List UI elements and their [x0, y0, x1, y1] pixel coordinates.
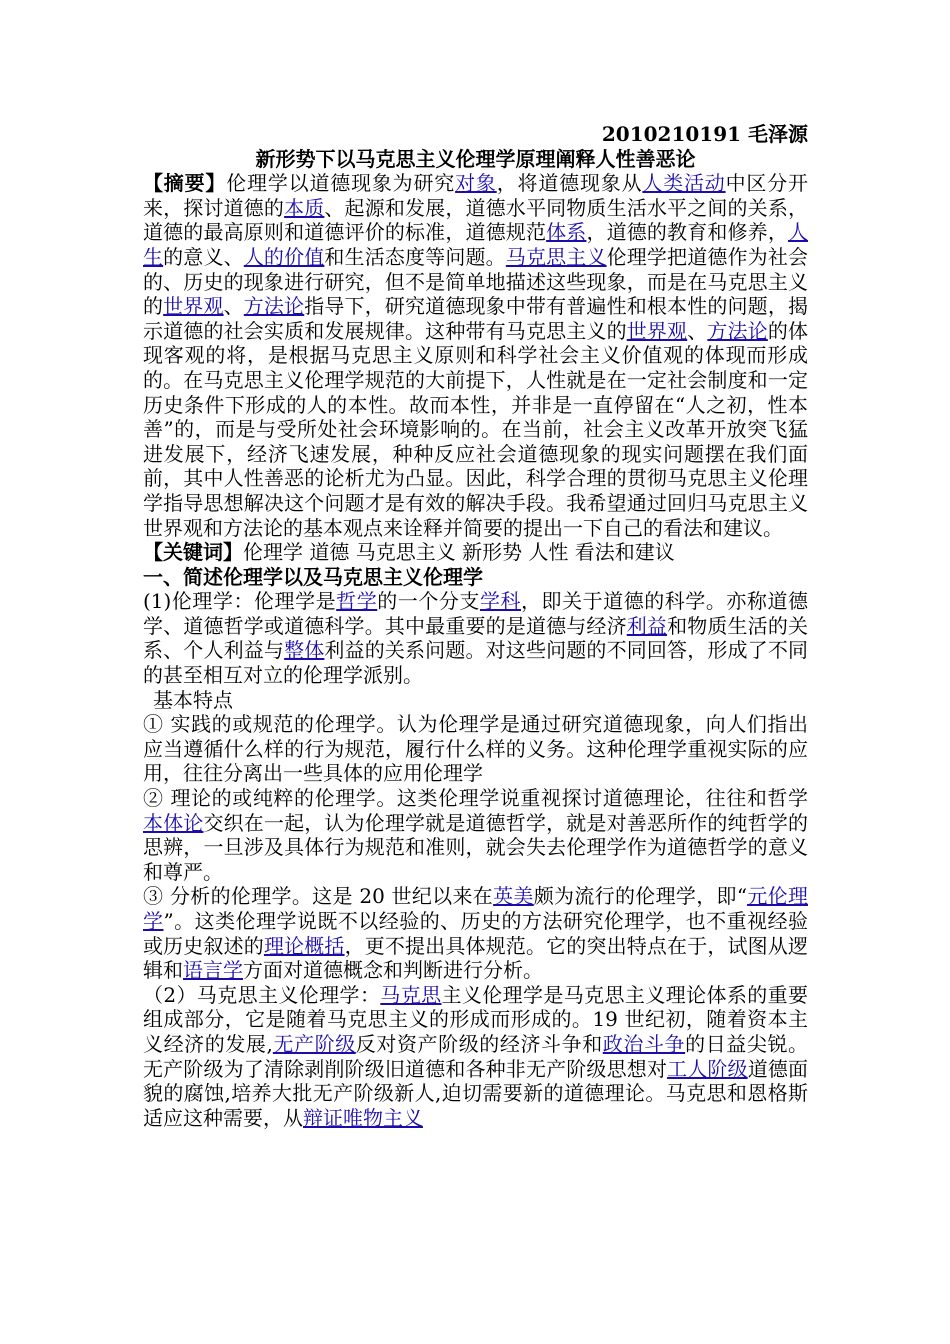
hyperlink[interactable]: 元伦理学	[143, 884, 808, 933]
text-segment: 的体现客观的将，是根据马克思主义原则和科学社会主义价值观的体现而形成的。在马克思主义伦理学规范的大前提下，人性就是在一定社会制度和一定历史条件下形成的人的本性。故而本性，并非是一直停留在“人之初，性本善”的，而是与受所处社会环境影响的。在当前，社会主义改革开放突飞猛进发展下，经济飞速发展，种种反应社会道德现象的现实问题摆在我们面前，其中人性善恶的论析尤为凸显。因此，科学合理的贯彻马克思主义伦理学指导思想解决这个问题才是有效的解决手段。我希望通过回归马克思主义世界观和方法论的基本观点来诠释并简要的提出一下自己的看法和建议。	[143, 318, 808, 540]
ethics-paragraph	[143, 589, 808, 687]
text-segment: 主义伦理学是马克思主义理论体系的重要组成部分，它是随着马克思主义的形成而形成的。19 世纪初，随着资本主义经济的发展,	[143, 982, 809, 1056]
hyperlink[interactable]: 世界观	[626, 318, 688, 343]
features-label	[143, 688, 808, 713]
feature-2	[143, 786, 808, 884]
bold-label: 【关键词】	[143, 540, 243, 565]
hyperlink[interactable]: 体系	[546, 220, 587, 245]
text-segment: ，道德的教育和修养，	[586, 220, 788, 245]
hyperlink[interactable]: 政治斗争	[602, 1031, 686, 1056]
hyperlink[interactable]: 利益	[626, 613, 668, 638]
text-segment: 、	[687, 318, 708, 343]
text-segment: 和生活态度等问题。	[324, 244, 506, 269]
abstract-paragraph	[143, 171, 808, 540]
author-line: 2010210191 毛泽源	[601, 122, 808, 146]
text-segment: 基本特点	[153, 687, 233, 712]
hyperlink[interactable]: 理论概括	[263, 933, 345, 958]
hyperlink[interactable]: 人生	[143, 220, 808, 269]
paragraphs-container	[143, 171, 808, 1130]
feature-1	[143, 712, 808, 786]
hyperlink[interactable]: 世界观	[163, 294, 224, 319]
text-segment: ② 理论的或纯粹的伦理学。这类伦理学说重视探讨道德理论，往往和哲学	[143, 786, 808, 811]
hyperlink[interactable]: 语言学	[183, 958, 243, 983]
feature-3	[143, 884, 808, 982]
hyperlink[interactable]: 本质	[284, 195, 325, 220]
text-segment: 道德面貌的腐蚀,培养大批无产阶级新人,迫切需要新的道德理论。马克思和恩格斯适应这种需要，从	[143, 1056, 808, 1130]
text-segment: ，即关于道德的科学。亦称道德学、道德哲学或道德科学。其中最重要的是道德与经济	[143, 589, 809, 638]
hyperlink[interactable]: 无产阶级	[272, 1031, 356, 1056]
text-segment: 和物质生活的关系、个人利益与	[143, 613, 808, 663]
text-segment: 利益的关系问题。对这些问题的不同回答，形成了不同的甚至相互对立的伦理学派别。	[143, 638, 808, 688]
text-segment: ，将道德现象从	[496, 171, 643, 196]
hyperlink[interactable]: 马克思	[380, 982, 442, 1007]
hyperlink[interactable]: 本体论	[143, 810, 204, 835]
text-segment: 颇为流行的伦理学，即“	[533, 884, 748, 909]
text-segment: 的日益尖锐。无产阶级为了清除剥削阶级旧道德和各种非无产阶级思想对	[143, 1031, 809, 1081]
section-heading	[143, 565, 808, 590]
document-body	[143, 122, 808, 1130]
text-segment: ③ 分析的伦理学。这是 20 世纪以来在	[143, 884, 494, 909]
text-segment: ”。这类伦理学说既不以经验的、历史的方法研究伦理学，也不重视经验或历史叙述的	[143, 909, 808, 958]
hyperlink[interactable]: 整体	[284, 638, 325, 663]
hyperlink[interactable]: 英美	[493, 884, 534, 909]
text-segment: 一、简述伦理学以及马克思主义伦理学	[143, 564, 483, 589]
hyperlink[interactable]: 方法论	[243, 294, 305, 319]
hyperlink[interactable]: 人类活动	[642, 171, 726, 196]
hyperlink[interactable]: 对象	[455, 171, 497, 196]
hyperlink[interactable]: 方法论	[707, 318, 768, 343]
text-segment: 方面对道德概念和判断进行分析。	[243, 958, 543, 983]
text-segment: ，更不提出具体规范。它的突出特点在于，试图从逻辑和	[143, 933, 808, 983]
text-segment: 的一个分支	[377, 589, 480, 614]
hyperlink[interactable]: 学科	[479, 589, 522, 614]
text-segment: 、	[223, 294, 244, 319]
text-segment: 、起源和发展，道德水平同物质生活水平之间的关系，道德的最高原则和道德评价的标准，道德规范	[143, 195, 808, 245]
marxist-ethics-paragraph	[143, 983, 808, 1131]
text-segment: ① 实践的或规范的伦理学。认为伦理学是通过研究道德现象，向人们指出应当遵循什么样的行为规范，履行什么样的义务。这种伦理学重视实际的应用，往往分离出一些具体的应用伦理学	[143, 712, 808, 786]
hyperlink[interactable]: 辩证唯物主义	[303, 1105, 423, 1130]
hyperlink[interactable]: 哲学	[336, 589, 378, 614]
text-segment: (1)伦理学：伦理学是	[143, 589, 337, 614]
text-segment: 伦理学把道德作为社会的、历史的现象进行研究，但不是简单地描述这些现象，而是在马克思主义的	[143, 244, 808, 319]
text-segment: 的意义、	[163, 244, 244, 269]
hyperlink[interactable]: 马克思主义	[505, 244, 607, 269]
text-segment: 伦理学 道德 马克思主义 新形势 人性 看法和建议	[243, 540, 675, 565]
text-segment: 交织在一起，认为伦理学就是道德哲学，就是对善恶所作的纯哲学的思辨，一旦涉及具体行为规范和准则，就会失去伦理学作为道德哲学的意义和尊严。	[143, 810, 808, 884]
text-segment: 伦理学以道德现象为研究	[226, 171, 456, 196]
text-segment: （2）马克思主义伦理学：	[143, 982, 381, 1007]
text-segment: 中区分开来，探讨道德的	[143, 171, 809, 220]
text-segment: 指导下，研究道德现象中带有普遍性和根本性的问题，揭示道德的社会实质和发展规律。这种带有马克思主义的	[143, 294, 808, 343]
text-segment: 反对资产阶级的经济斗争和	[355, 1031, 603, 1056]
bold-label: 【摘要】	[143, 171, 227, 196]
hyperlink[interactable]: 人的价值	[243, 244, 325, 269]
document-title: 新形势下以马克思主义伦理学原理阐释人性善恶论	[255, 146, 696, 171]
keywords-paragraph	[143, 540, 808, 565]
hyperlink[interactable]: 工人阶级	[667, 1056, 748, 1081]
